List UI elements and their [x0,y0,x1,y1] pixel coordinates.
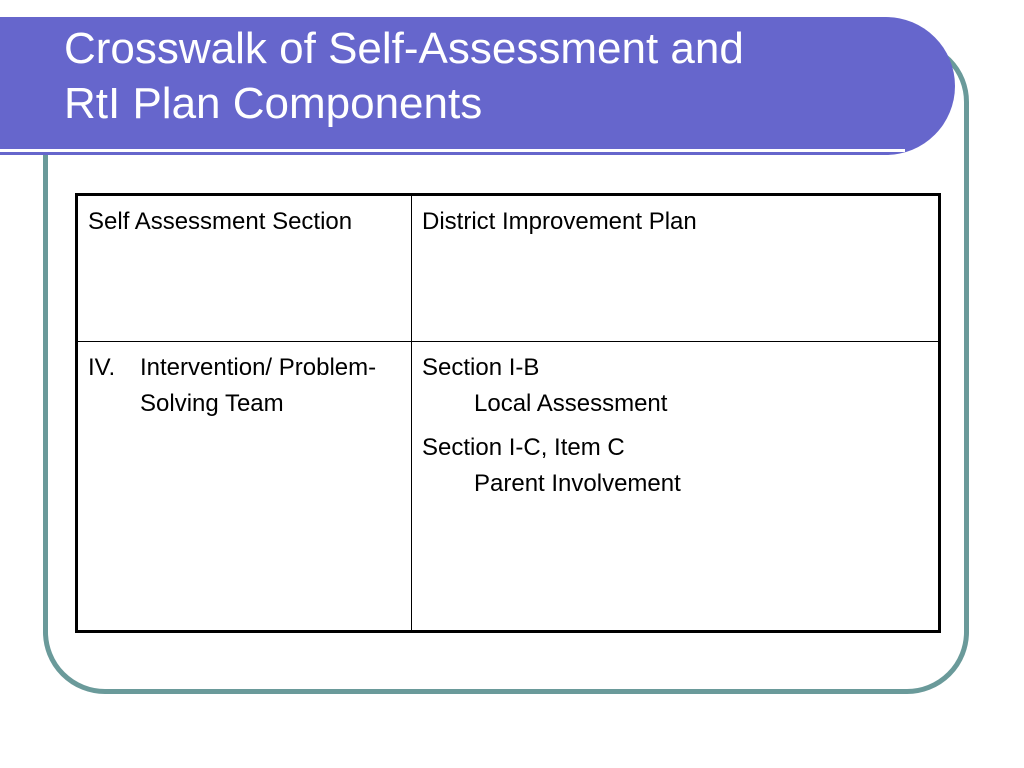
plan-entry-section: Section I-C, Item C [422,434,625,461]
title-underline [0,149,905,152]
self-assessment-cell [77,342,412,632]
plan-entry-topic: Parent Involvement [474,470,681,497]
plan-entry [422,430,928,502]
section-number: IV. [88,354,116,381]
crosswalk-table [75,193,941,633]
slide-title [64,21,744,131]
section-name: Intervention/ Problem-Solving Team [140,354,377,417]
district-plan-cell [412,342,940,632]
section-item [88,350,401,422]
slide-title-line-2: RtI Plan Components [64,79,483,128]
header-district-plan: District Improvement Plan [412,195,940,342]
header-self-assessment: Self Assessment Section [77,195,412,342]
plan-entry-topic: Local Assessment [474,390,668,417]
table-header-row [77,195,940,342]
slide-title-line-1: Crosswalk of Self-Assessment and [64,24,744,73]
plan-entry [422,350,928,422]
plan-entry-section: Section I-B [422,354,540,381]
table-row [77,342,940,632]
